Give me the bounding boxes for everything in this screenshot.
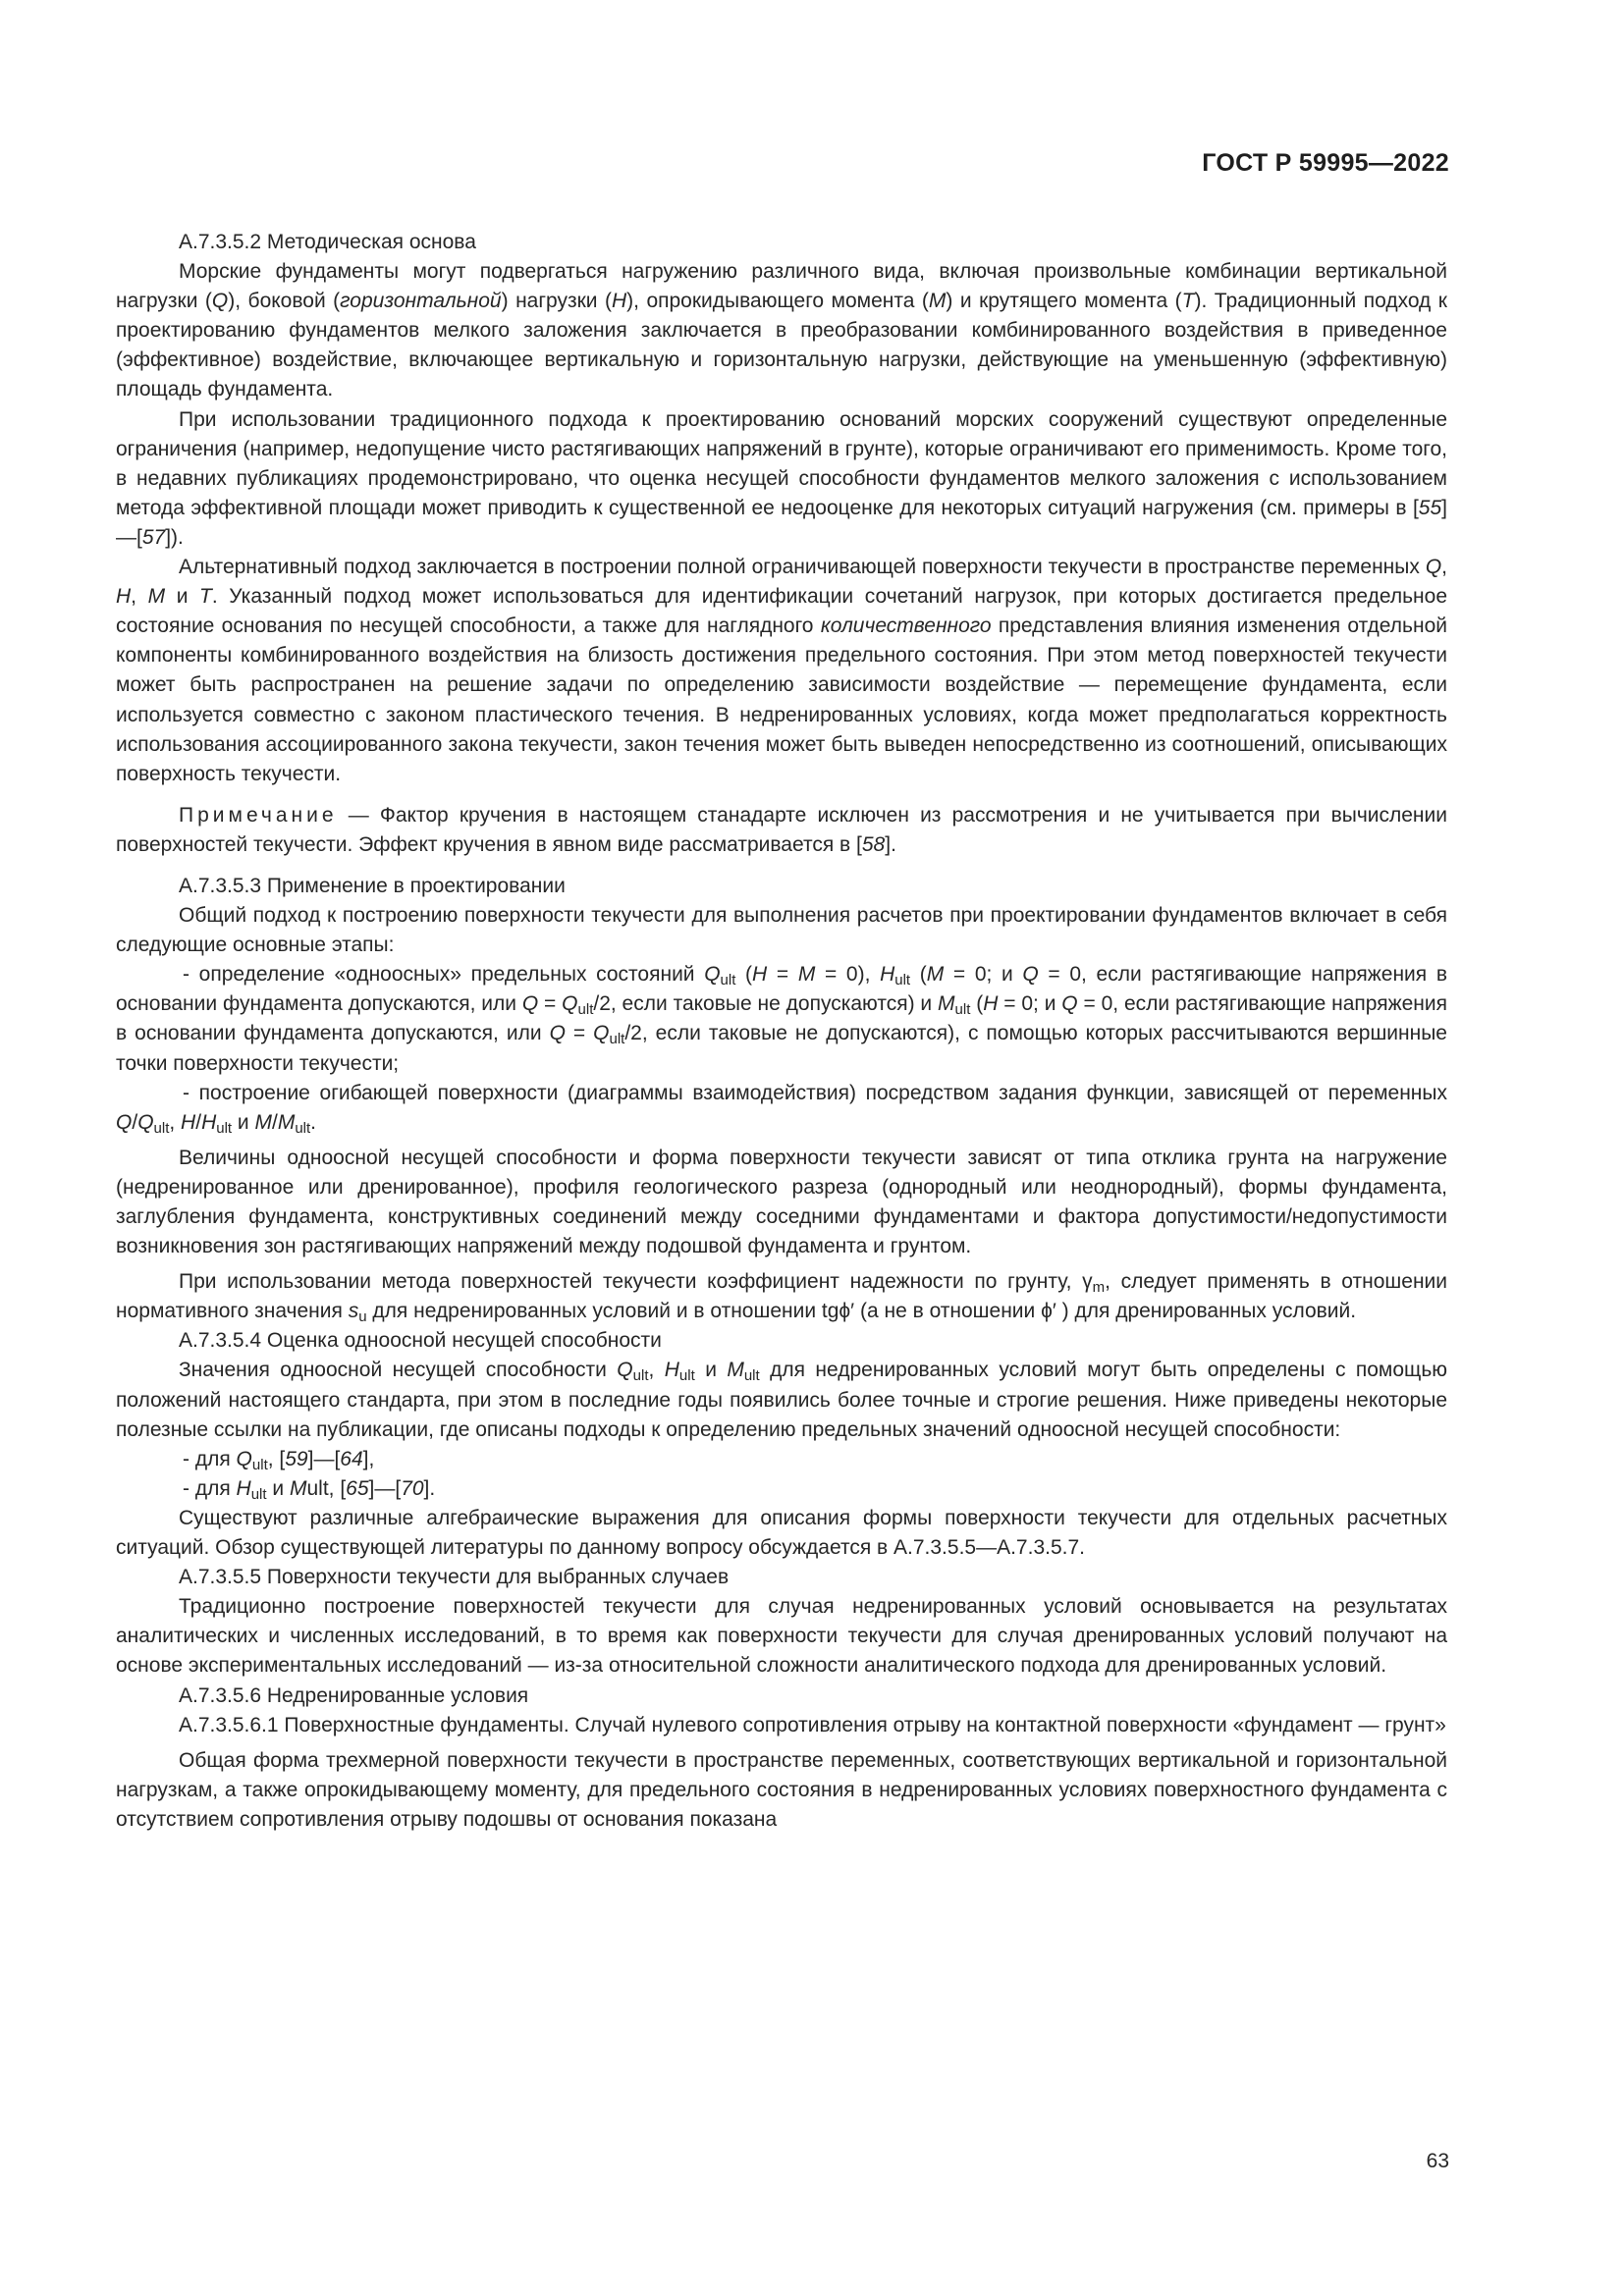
paragraph: Альтернативный подход заключается в построении полной ограничивающей поверхности текучести в пространстве переменных Q, H, M и T. Указанный подход может использоваться для идентификации сочетаний нагрузок, при которых достигается предельное состояние основания по несущей способности, а также для наглядного количественного представления влияния изменения отдельной компоненты комбинированного воздействия на близость достижения предельного состояния. При этом метод поверхностей текучести может быть распространен на решение задачи по определению зависимости воздействие — перемещение фундамента, если используется совместно с законом пластического течения. В недренированных условиях, когда может предполагаться корректность использования ассоциированного закона текучести, закон течения может быть выведен непосредственно из соотношений, описывающих поверхность текучести.	[116, 556, 1447, 785]
paragraph: Традиционно построение поверхностей текучести для случая недренированных условий основывается на результатах аналитических и численных исследований, в то время как поверхности текучести для случая дренированных условий получают на основе экспериментальных исследований — из-за относительной сложности аналитического подхода для дренированных условий.	[116, 1595, 1447, 1678]
section-heading-a7353: А.7.3.5.3 Применение в проектировании	[179, 874, 566, 897]
subsection-heading-a73561: А.7.3.5.6.1 Поверхностные фундаменты. Случай нулевого сопротивления отрыву на контактной поверхности «фундамент — грунт»	[179, 1713, 1446, 1736]
section-heading-a7355: А.7.3.5.5 Поверхности текучести для выбранных случаев	[179, 1566, 730, 1589]
list-item: - для $Q_{ult}$, [59]—[64],	[183, 1447, 375, 1473]
paragraph: Общая форма трехмерной поверхности текучести в пространстве переменных, соответствующих вертикальной и горизонтальной нагрузкам, а также опрокидывающему моменту, для предельного состояния в недренированных условиях поверхностного фундамента с отсутствием сопротивления отрыву подошвы от основания показана	[116, 1748, 1447, 1831]
page-number: 63	[1426, 2150, 1449, 2172]
note-paragraph: Примечание — Фактор кручения в настоящем станадарте исключен из рассмотрения и не учитывается при вычислении поверхностей текучести. Эффект кручения в явном виде рассматривается в [58].	[116, 803, 1447, 856]
document-code-header: ГОСТ Р 59995—2022	[1202, 149, 1449, 177]
list-item: - для $H_{ult}$ и Mult, [65]—[70].	[183, 1476, 436, 1503]
paragraph: Существуют различные алгебраические выражения для описания формы поверхности текучести для отдельных расчетных ситуаций. Обзор существующей литературы по данному вопросу обсуждается в А.7.3.5.5—А.7.3.5.7.	[116, 1506, 1447, 1560]
paragraph: Морские фундаменты могут подвергаться нагружению различного вида, включая произвольные комбинации вертикальной нагрузки (Q), боковой (горизонтальной) нагрузки (H), опрокидывающего момента (M) и крутящего момента (T). Традиционный подход к проектированию фундаментов мелкого заложения заключается в преобразовании комбинированного воздействия в приведенное (эффективное) воздействие, включающее вертикальную и горизонтальную нагрузки, действующие на уменьшенную (эффективную) площадь фундамента.	[116, 260, 1447, 401]
paragraph: Общий подход к построению поверхности текучести для выполнения расчетов при проектировании фундаментов включает в себя следующие основные этапы:	[116, 904, 1447, 957]
section-heading-a7352: А.7.3.5.2 Методическая основа	[179, 231, 476, 253]
phi-symbol: ϕ′	[839, 1300, 855, 1323]
paragraph: При использовании традиционного подхода к проектированию оснований морских сооружений существуют определенные ограничения (например, недопущение чисто растягивающих напряжений в грунте), которые ограничивают его применимость. Кроме того, в недавних публикациях продемонстрировано, что оценка несущей способности фундаментов мелкого заложения с использованием метода эффективной площади может приводить к существенной ее недооценке для некоторых ситуаций нагружения (см. примеры в [55]—[57]).	[116, 407, 1447, 549]
phi-symbol: ϕ′	[1041, 1300, 1056, 1323]
list-item: - определение «одноосных» предельных состояний $Q_{ult}$ (H = M = 0), $H_{ult}$ (M = 0; и Q = 0, если растягивающие напряжения в основании фундамента допускаются, или $Q = Q_{ult}/2$, если таковые не допускаются) и $M_{ult}$ (H = 0; и Q = 0, если растягивающие напряжения в основании фундамента допускаются, или $Q = Q_{ult}/2$, если таковые не допускаются), с помощью которых рассчитываются вершинные точки поверхности текучести;	[116, 963, 1447, 1075]
section-heading-a7356: А.7.3.5.6 Недренированные условия	[179, 1683, 529, 1707]
paragraph: При использовании метода поверхностей текучести коэффициент надежности по грунту, $\gamma_m$, следует применять в отношении нормативного значения $s_u$ для недренированных условий и в отношении tgϕ′ (а не в отношении ϕ′ ) для дренированных условий.	[116, 1270, 1447, 1326]
note-label: Примечание	[179, 803, 338, 827]
paragraph: Величины одноосной несущей способности и форма поверхности текучести зависят от типа отклика грунта на нагружение (недренированное или дренированное), профиля геологического разреза (однородный или неоднородный), формы фундамента, заглубления фундамента, конструктивных соединений между соседними фундаментами и фактора допустимости/недопустимости возникновения зон растягивающих напряжений между подошвой фундамента и грунтом.	[116, 1146, 1447, 1258]
document-body	[116, 228, 1447, 1835]
list-item: - построение огибающей поверхности (диаграммы взаимодействия) посредством задания функции, зависящей от переменных $Q/Q_{ult}$, $H/H_{ult}$ и $M/M_{ult}$.	[116, 1081, 1447, 1137]
section-heading-a7354: А.7.3.5.4 Оценка одноосной несущей способности	[179, 1329, 662, 1353]
gamma-symbol: γ	[1082, 1270, 1093, 1294]
paragraph: Значения одноосной несущей способности $Q_{ult}$, $H_{ult}$ и $M_{ult}$ для недренированных условий могут быть определены с помощью положений настоящего стандарта, при этом в последние годы появились более точные и строгие решения. Ниже приведены некоторые полезные ссылки на публикации, где описаны подходы к определению предельных значений одноосной несущей способности:	[116, 1359, 1448, 1441]
